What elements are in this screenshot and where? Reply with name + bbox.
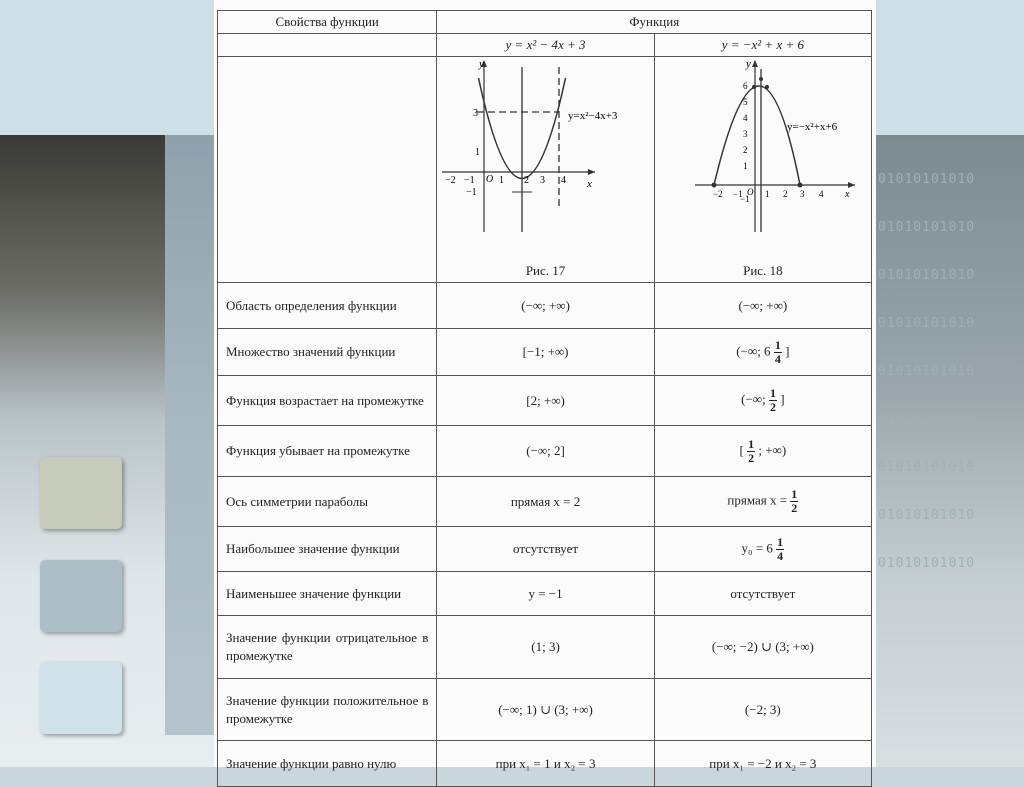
value-text: ] xyxy=(780,391,785,407)
table-header-row xyxy=(218,11,872,34)
value-func1: прямая x = 2 xyxy=(437,477,654,527)
x-axis-label: x xyxy=(844,189,850,200)
function-properties-table xyxy=(217,10,872,787)
x-tick: −1 xyxy=(732,189,743,199)
fraction-numerator: 1 xyxy=(791,487,798,501)
value-func2: (−∞; +∞) xyxy=(654,283,871,329)
fraction-numerator: 1 xyxy=(777,534,784,549)
value-text: ; +∞) xyxy=(758,441,787,457)
decor-square-beige xyxy=(40,457,122,529)
binary-line: 01010101010 xyxy=(878,172,976,187)
table-row xyxy=(218,283,872,329)
value-func2 xyxy=(654,376,871,426)
table-row xyxy=(218,741,872,787)
document-sheet xyxy=(214,0,876,771)
y-axis-label: y xyxy=(479,58,485,70)
value-text: [ xyxy=(739,441,744,457)
table-row xyxy=(218,376,872,426)
y-tick: 5 xyxy=(742,97,748,107)
property-label: Функция убывает на промежутке xyxy=(218,426,437,477)
fraction xyxy=(747,438,755,465)
parabola-graph-2 xyxy=(655,57,903,257)
y-axis-label: y xyxy=(745,58,751,70)
table-row xyxy=(218,679,872,741)
binary-line: 01010101010 xyxy=(878,220,976,235)
figure-caption: Рис. 17 xyxy=(525,263,566,278)
binary-line: 01010101010 xyxy=(878,508,976,523)
y-tick: 2 xyxy=(742,145,748,155)
value-func1: (1; 3) xyxy=(437,616,654,679)
value-func1: при x₁ = 1 и x₂ = 3 xyxy=(437,741,654,787)
table-row xyxy=(218,616,872,679)
binary-line: 01010101010 xyxy=(878,412,976,427)
value-text: прямая x = xyxy=(727,492,788,508)
formula-2: y = −x² + x + 6 xyxy=(654,34,871,57)
value-func2: при x₁ = −2 и x₂ = 3 xyxy=(654,741,871,787)
parabola-graph-1 xyxy=(437,57,640,257)
binary-line: 01010101010 xyxy=(878,364,976,379)
x-tick: 3 xyxy=(540,175,546,186)
value-func2 xyxy=(654,329,871,376)
x-tick: −2 xyxy=(445,175,457,186)
table-row xyxy=(218,477,872,527)
x-tick: O xyxy=(746,187,754,197)
formula-1: y = x² − 4x + 3 xyxy=(437,34,654,57)
fraction xyxy=(776,536,784,563)
value-func1: y = −1 xyxy=(437,572,654,616)
y-tick: 1 xyxy=(742,161,748,171)
property-label: Множество значений функции xyxy=(218,329,437,376)
property-label: Область определения функции xyxy=(218,283,437,329)
y-tick: 6 xyxy=(742,81,748,91)
graph-row xyxy=(218,57,872,283)
fraction-numerator: 1 xyxy=(774,337,781,352)
formula-row xyxy=(218,34,872,57)
decor-square-blue xyxy=(40,560,122,632)
binary-line: 01010101010 xyxy=(878,556,976,571)
property-label: Значение функции равно нулю xyxy=(218,741,437,787)
property-label: Наименьшее значение функции xyxy=(218,572,437,616)
x-tick: −2 xyxy=(712,189,723,199)
value-func1: [2; +∞) xyxy=(437,376,654,426)
value-func2: (−2; 3) xyxy=(654,679,871,741)
value-func2 xyxy=(654,527,871,572)
table-row xyxy=(218,426,872,477)
x-tick: O xyxy=(486,174,494,185)
x-tick: 3 xyxy=(799,189,805,199)
fraction-denominator: 2 xyxy=(748,450,755,465)
curve-label: y=x²−4x+3 xyxy=(568,110,618,122)
table-row xyxy=(218,329,872,376)
decor-square-lightblue xyxy=(40,662,122,734)
value-text: y₀ = 6 xyxy=(741,539,773,555)
fraction-numerator: 1 xyxy=(748,436,755,451)
y-tick: −1 xyxy=(466,187,478,198)
property-label: Наибольшее значение функции xyxy=(218,527,437,572)
background-left-strip xyxy=(165,135,215,735)
fraction-denominator: 4 xyxy=(777,548,784,563)
empty-cell xyxy=(218,57,437,283)
table-row xyxy=(218,572,872,616)
fraction-denominator: 2 xyxy=(791,501,798,515)
binary-line: 01010101010 xyxy=(878,268,976,283)
header-function: Функция xyxy=(437,11,872,34)
figure-caption: Рис. 18 xyxy=(743,263,783,278)
fraction xyxy=(774,339,782,366)
value-text: (−∞; 6 xyxy=(736,342,771,358)
value-func2: (−∞; −2) ∪ (3; +∞) xyxy=(654,616,871,679)
fraction-denominator: 4 xyxy=(774,351,781,366)
property-label: Функция возрастает на промежутке xyxy=(218,376,437,426)
x-tick: 2 xyxy=(782,189,788,199)
table-row xyxy=(218,527,872,572)
fraction-denominator: 2 xyxy=(769,400,776,414)
value-func1: (−∞; +∞) xyxy=(437,283,654,329)
property-label: Ось симметрии параболы xyxy=(218,477,437,527)
value-text: (−∞; xyxy=(741,391,766,407)
curve-label: y=−x²+x+6 xyxy=(786,121,837,133)
empty-cell xyxy=(218,34,437,57)
x-axis-label: x xyxy=(587,178,593,190)
value-func2 xyxy=(654,426,871,477)
binary-line: 01010101010 xyxy=(878,316,976,331)
x-tick: 1 xyxy=(499,175,505,186)
y-tick: −1 xyxy=(739,194,750,204)
fraction-numerator: 1 xyxy=(769,386,776,400)
value-text: ] xyxy=(785,342,790,358)
property-label: Значение функции положительное в промежутке xyxy=(218,679,437,741)
binary-line: 01010101010 xyxy=(878,460,976,475)
graph-cell-2 xyxy=(654,57,871,283)
fraction xyxy=(769,387,777,414)
header-properties: Свойства функции xyxy=(218,11,437,34)
x-tick: 1 xyxy=(764,189,770,199)
x-tick: 4 xyxy=(561,175,567,186)
y-tick: 4 xyxy=(742,113,748,123)
value-func2 xyxy=(654,477,871,527)
value-func1: (−∞; 1) ∪ (3; +∞) xyxy=(437,679,654,741)
x-tick: 2 xyxy=(524,175,530,186)
x-tick: 4 xyxy=(818,189,824,199)
fraction xyxy=(790,488,798,515)
value-func1: [−1; +∞) xyxy=(437,329,654,376)
graph-cell-1 xyxy=(437,57,654,283)
value-func2: отсутствует xyxy=(654,572,871,616)
property-label: Значение функции отрицательное в промежутке xyxy=(218,616,437,679)
y-tick: 3 xyxy=(473,108,479,119)
value-func1: (−∞; 2] xyxy=(437,426,654,477)
y-tick: 3 xyxy=(742,129,748,139)
x-tick: −1 xyxy=(464,175,476,186)
y-tick: 1 xyxy=(475,147,481,158)
value-func1: отсутствует xyxy=(437,527,654,572)
